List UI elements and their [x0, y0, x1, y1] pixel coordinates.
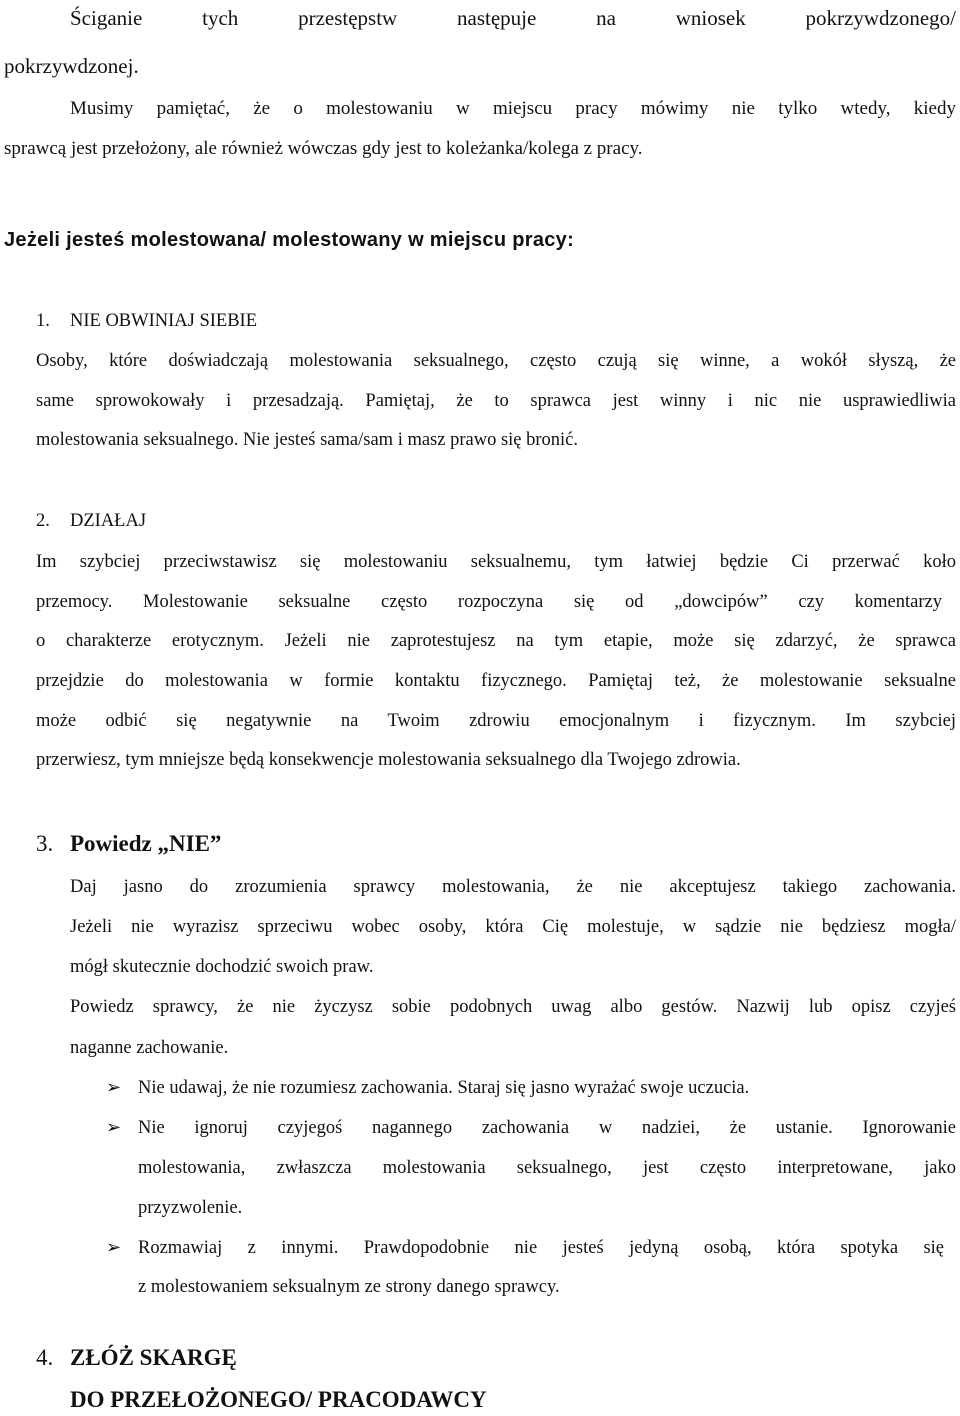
arrow-bullet-icon: ➢	[106, 1237, 122, 1258]
section-1-line-3: molestowania seksualnego. Nie jesteś sama/sam i masz prawo się bronić.	[36, 430, 579, 450]
intro-paragraph-line-1: Musimy pamiętać, że o molestowaniu w miejscu pracy mówimy nie tylko wtedy, kiedy	[70, 98, 956, 119]
section-1-line-2: same sprowokowały i przesadzają. Pamiętaj, że to sprawca jest winny i nic nie usprawiedliwia	[36, 391, 956, 411]
section-4-title-line-1: ZŁÓŻ SKARGĘ	[70, 1345, 237, 1370]
section-2-line-5: może odbić się negatywnie na Twoim zdrowiu emocjonalnym i fizycznym. Im szybciej	[36, 711, 956, 731]
bullet-2-line-1: Nie ignoruj czyjegoś nagannego zachowania w nadziei, że ustanie. Ignorowanie	[138, 1118, 956, 1138]
arrow-bullet-icon: ➢	[106, 1077, 122, 1098]
section-3-title: Powiedz „NIE”	[70, 831, 222, 856]
section-3-number: 3.	[36, 831, 54, 856]
section-1-line-1: Osoby, które doświadczają molestowania seksualnego, często czują się winne, a wokół słyszą, że	[36, 351, 956, 371]
section-2-line-4: przejdzie do molestowania w formie kontaktu fizycznego. Pamiętaj też, że molestowanie seksualne	[36, 671, 956, 691]
section-3-line-5: naganne zachowanie.	[70, 1038, 229, 1058]
section-3-line-4: Powiedz sprawcy, że nie życzysz sobie podobnych uwag albo gestów. Nazwij lub opisz czyjeś	[70, 997, 956, 1017]
section-1-number: 1.	[36, 311, 50, 331]
intro-line-2: pokrzywdzonej.	[4, 54, 139, 78]
section-3-line-1: Daj jasno do zrozumienia sprawcy molestowania, że nie akceptujesz takiego zachowania.	[70, 877, 956, 897]
section-1-title: NIE OBWINIAJ SIEBIE	[70, 311, 258, 331]
bullet-3-line-1: Rozmawiaj z innymi. Prawdopodobnie nie jesteś jedyną osobą, która spotyka się	[138, 1238, 944, 1258]
section-3-line-2: Jeżeli nie wyrazisz sprzeciwu wobec osoby, która Cię molestuje, w sądzie nie będziesz mogła/	[70, 917, 956, 937]
section-heading: Jeżeli jesteś molestowana/ molestowany w miejscu pracy:	[4, 229, 575, 251]
section-4-title-line-2: DO PRZEŁOŻONEGO/ PRACODAWCY	[70, 1387, 487, 1412]
section-4-number: 4.	[36, 1345, 54, 1370]
section-3-line-3: mógł skutecznie dochodzić swoich praw.	[70, 957, 374, 977]
intro-line-1: Ściganie tych przestępstw następuje na wniosek pokrzywdzonego/	[70, 6, 956, 30]
section-2-line-3: o charakterze erotycznym. Jeżeli nie zaprotestujesz na tym etapie, może się zdarzyć, że sprawca	[36, 631, 956, 651]
section-2-number: 2.	[36, 511, 50, 531]
bullet-1-line-1: Nie udawaj, że nie rozumiesz zachowania. Staraj się jasno wyrażać swoje uczucia.	[138, 1078, 750, 1098]
intro-paragraph-line-2: sprawcą jest przełożony, ale również wówczas gdy jest to koleżanka/kolega z pracy.	[4, 138, 643, 159]
section-2-line-6: przerwiesz, tym mniejsze będą konsekwencje molestowania seksualnego dla Twojego zdrowia.	[36, 750, 741, 770]
bullet-2-line-2: molestowania, zwłaszcza molestowania seksualnego, jest często interpretowane, jako	[138, 1158, 956, 1178]
section-2-line-2: przemocy. Molestowanie seksualne często rozpoczyna się od „dowcipów” czy komentarzy	[36, 592, 942, 612]
section-2-line-1: Im szybciej przeciwstawisz się molestowaniu seksualnemu, tym łatwiej będzie Ci przerwać koło	[36, 552, 956, 572]
section-2-title: DZIAŁAJ	[70, 511, 147, 531]
arrow-bullet-icon: ➢	[106, 1117, 122, 1138]
bullet-2-line-3: przyzwolenie.	[138, 1198, 243, 1218]
bullet-3-line-2: z molestowaniem seksualnym ze strony danego sprawcy.	[138, 1277, 560, 1297]
